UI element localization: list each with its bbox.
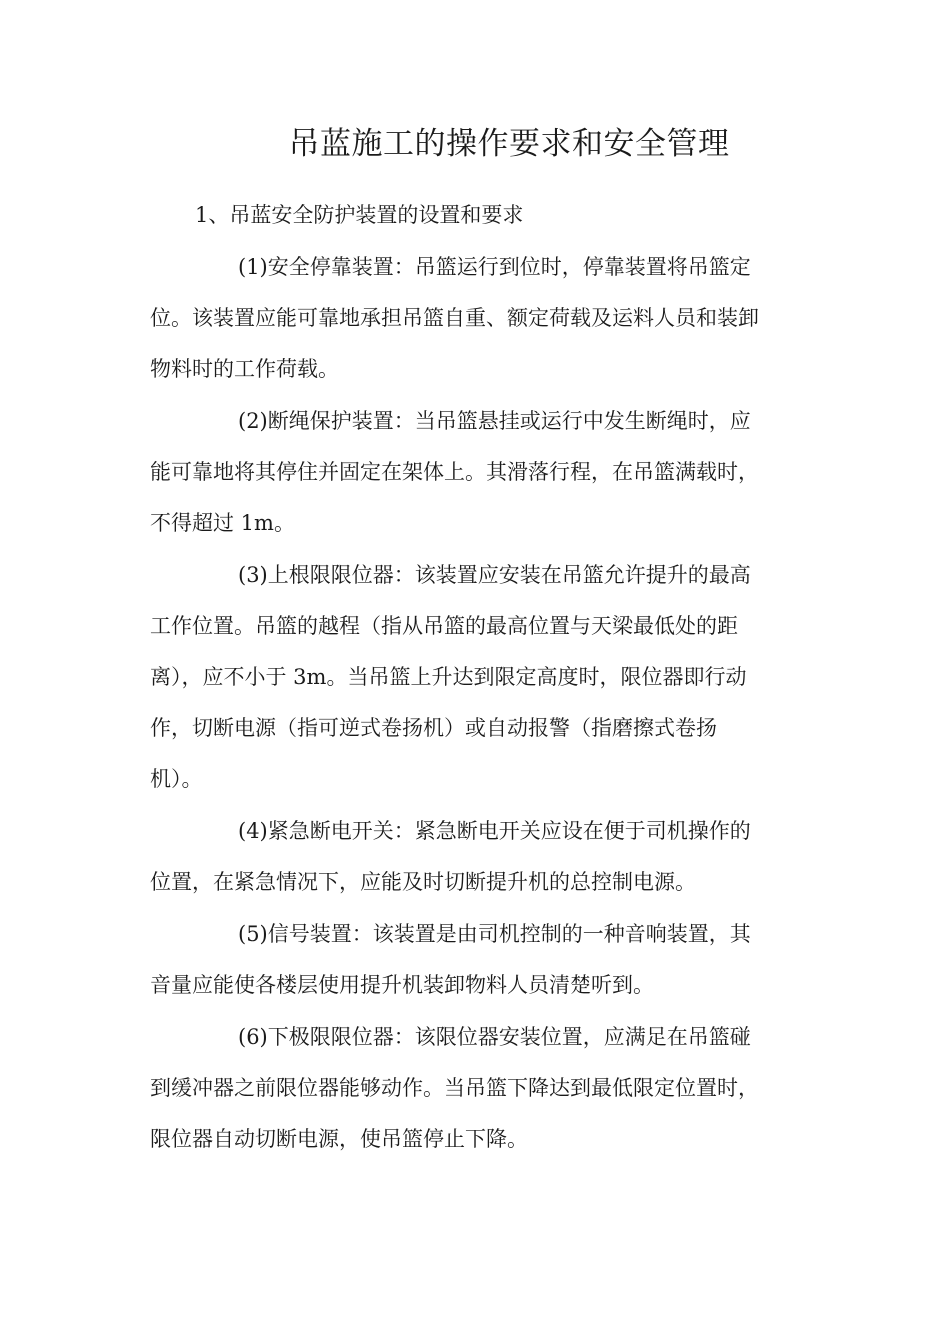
- section-heading: 1、吊蓝安全防护装置的设置和要求: [195, 203, 524, 227]
- paragraph-3-line-4: 作，切断电源（指可逆式卷扬机）或自动报警（指磨擦式卷扬: [150, 716, 717, 740]
- paragraph-2-line-1: (2)断绳保护装置：当吊篮悬挂或运行中发生断绳时，应: [238, 409, 751, 433]
- paragraph-6-line-2: 到缓冲器之前限位器能够动作。当吊篮下降达到最低限定位置时，: [150, 1076, 759, 1100]
- paragraph-1-line-1: (1)安全停靠装置：吊篮运行到位时，停靠装置将吊篮定: [238, 255, 751, 279]
- paragraph-1-line-2: 位。该装置应能可靠地承担吊篮自重、额定荷载及运料人员和装卸: [150, 306, 759, 330]
- paragraph-3-line-2: 工作位置。吊篮的越程（指从吊篮的最高位置与天梁最低处的距: [150, 614, 738, 638]
- paragraph-1-line-3: 物料时的工作荷载。: [150, 357, 339, 381]
- paragraph-3-line-3: 离），应不小于 3m。当吊篮上升达到限定高度时，限位器即行动: [150, 665, 747, 689]
- paragraph-5-line-1: (5)信号装置：该装置是由司机控制的一种音响装置，其: [238, 922, 751, 946]
- paragraph-6-line-1: (6)下极限限位器：该限位器安装位置，应满足在吊篮碰: [238, 1025, 751, 1049]
- paragraph-3-line-1: (3)上根限限位器：该装置应安装在吊篮允许提升的最高: [238, 563, 751, 587]
- paragraph-2-line-3: 不得超过 1m。: [150, 511, 295, 535]
- paragraph-3-line-5: 机）。: [150, 767, 203, 791]
- paragraph-4-line-1: (4)紧急断电开关：紧急断电开关应设在便于司机操作的: [238, 819, 751, 843]
- paragraph-6-line-3: 限位器自动切断电源，使吊篮停止下降。: [150, 1127, 528, 1151]
- paragraph-5-line-2: 音量应能使各楼层使用提升机装卸物料人员清楚听到。: [150, 973, 654, 997]
- paragraph-2-line-2: 能可靠地将其停住并固定在架体上。其滑落行程，在吊篮满载时，: [150, 460, 759, 484]
- paragraph-4-line-2: 位置，在紧急情况下，应能及时切断提升机的总控制电源。: [150, 870, 696, 894]
- document-title: 吊蓝施工的操作要求和安全管理: [288, 126, 730, 162]
